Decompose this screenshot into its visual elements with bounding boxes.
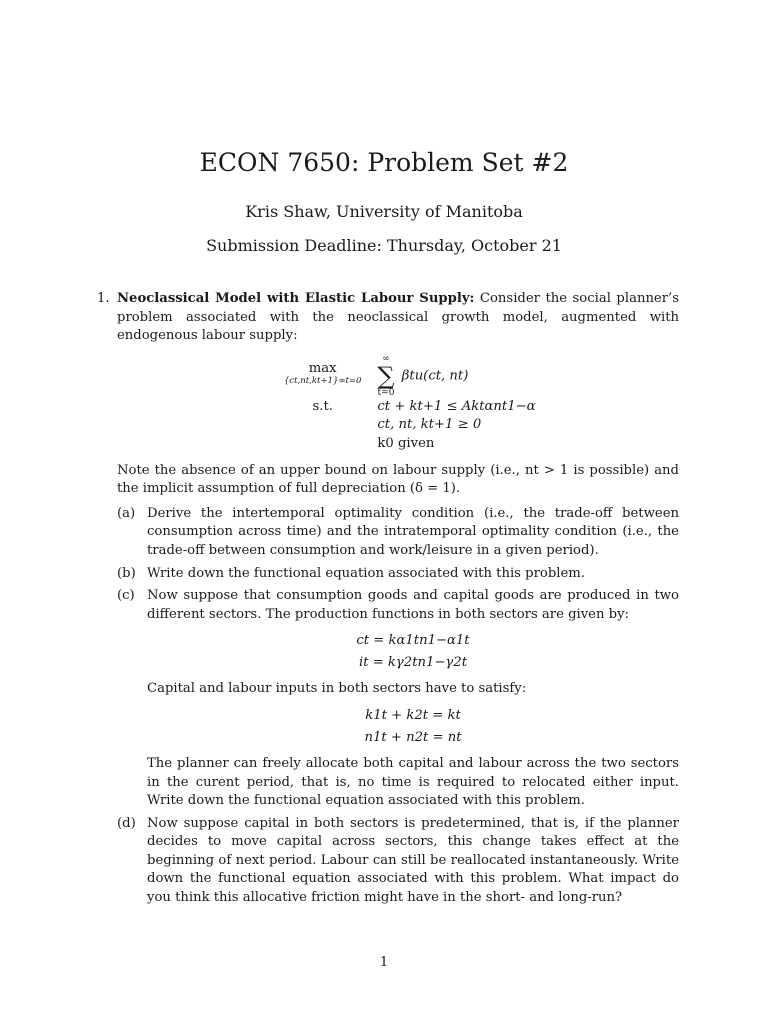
question-title: Neoclassical Model with Elastic Labour Supply:: [117, 291, 475, 306]
question-number: 1.: [97, 291, 110, 306]
part-label: (b): [117, 565, 136, 581]
parts-list: [117, 505, 679, 908]
part-c-closing: The planner can freely allocate both capital and labour across the two sectors in the curent period, that is, no time is required to relocated either input. Write down the functional equation associated with this problem.: [147, 755, 679, 809]
summation-sign: ∞ ∑ t=0: [377, 353, 395, 398]
capital-constraint: k1t + k2t = kt: [365, 707, 461, 723]
author-line: Kris Shaw, University of Manitoba: [245, 202, 523, 221]
max-operator: max {ct,nt,kt+1}∞t=0: [284, 361, 362, 387]
part-label: (a): [117, 505, 136, 521]
part-c: [117, 587, 679, 811]
production-functions: [147, 630, 679, 674]
question-intro: [97, 290, 680, 346]
question-intro-text: Consider the social planner’s problem associated with the neoclassical growth model, augmented with endogenous labour supply:: [117, 291, 680, 344]
deadline-line: Submission Deadline: Thursday, October 21: [206, 236, 562, 255]
inputs-text: Capital and labour inputs in both sectors have to satisfy:: [147, 681, 527, 697]
part-b: [117, 565, 679, 584]
part-a: [117, 505, 679, 561]
note-paragraph: Note the absence of an upper bound on labour supply (i.e., nt > 1 is possible) and the implicit assumption of full depreciation (δ = 1).: [117, 462, 679, 497]
part-text: Now suppose that consumption goods and capital goods are produced in two different sectors. The production functions in both sectors are given by:: [147, 588, 679, 622]
part-label: (d): [117, 815, 136, 831]
document-title: ECON 7650: Problem Set #2: [199, 148, 569, 177]
page-number: 1: [379, 955, 389, 970]
investment-production: it = kγ2tn1−γ2t: [358, 655, 468, 671]
part-text: Now suppose capital in both sectors is predetermined, that is, if the planner decides to move capital across sectors, this change takes effect at the beginning of next period. Labour can still be reallocated instantaneously. Write down the functional equation associated with this problem. What impact do you think this allocative friction might have in the short- and long-run?: [147, 815, 679, 906]
initial-capital-condition: k0 given: [377, 435, 435, 451]
input-constraints: [147, 705, 679, 749]
consumption-production: ct = kα1tn1−α1t: [356, 633, 470, 649]
subject-to-label: s.t.: [312, 398, 333, 414]
resource-constraint: ct + kt+1 ≤ Aktαnt1−α: [377, 398, 536, 414]
part-text: Derive the intertemporal optimality condition (i.e., the trade-off between consumption across time) and the intratemporal optimality condition (i.e., the trade-off between consumption and work/leisure in a given period).: [147, 505, 679, 558]
part-label: (c): [117, 588, 135, 604]
labour-constraint: n1t + n2t = nt: [364, 729, 462, 745]
max-subscript: {ct,nt,kt+1}∞t=0: [284, 376, 362, 387]
part-d: [117, 815, 679, 908]
objective-function: βtu(ct, nt): [401, 368, 469, 384]
question-1: [97, 290, 680, 912]
nonnegativity-constraint: ct, nt, kt+1 ≥ 0: [377, 417, 482, 433]
part-text: Write down the functional equation associated with this problem.: [147, 565, 585, 581]
optimization-problem: [284, 354, 536, 454]
